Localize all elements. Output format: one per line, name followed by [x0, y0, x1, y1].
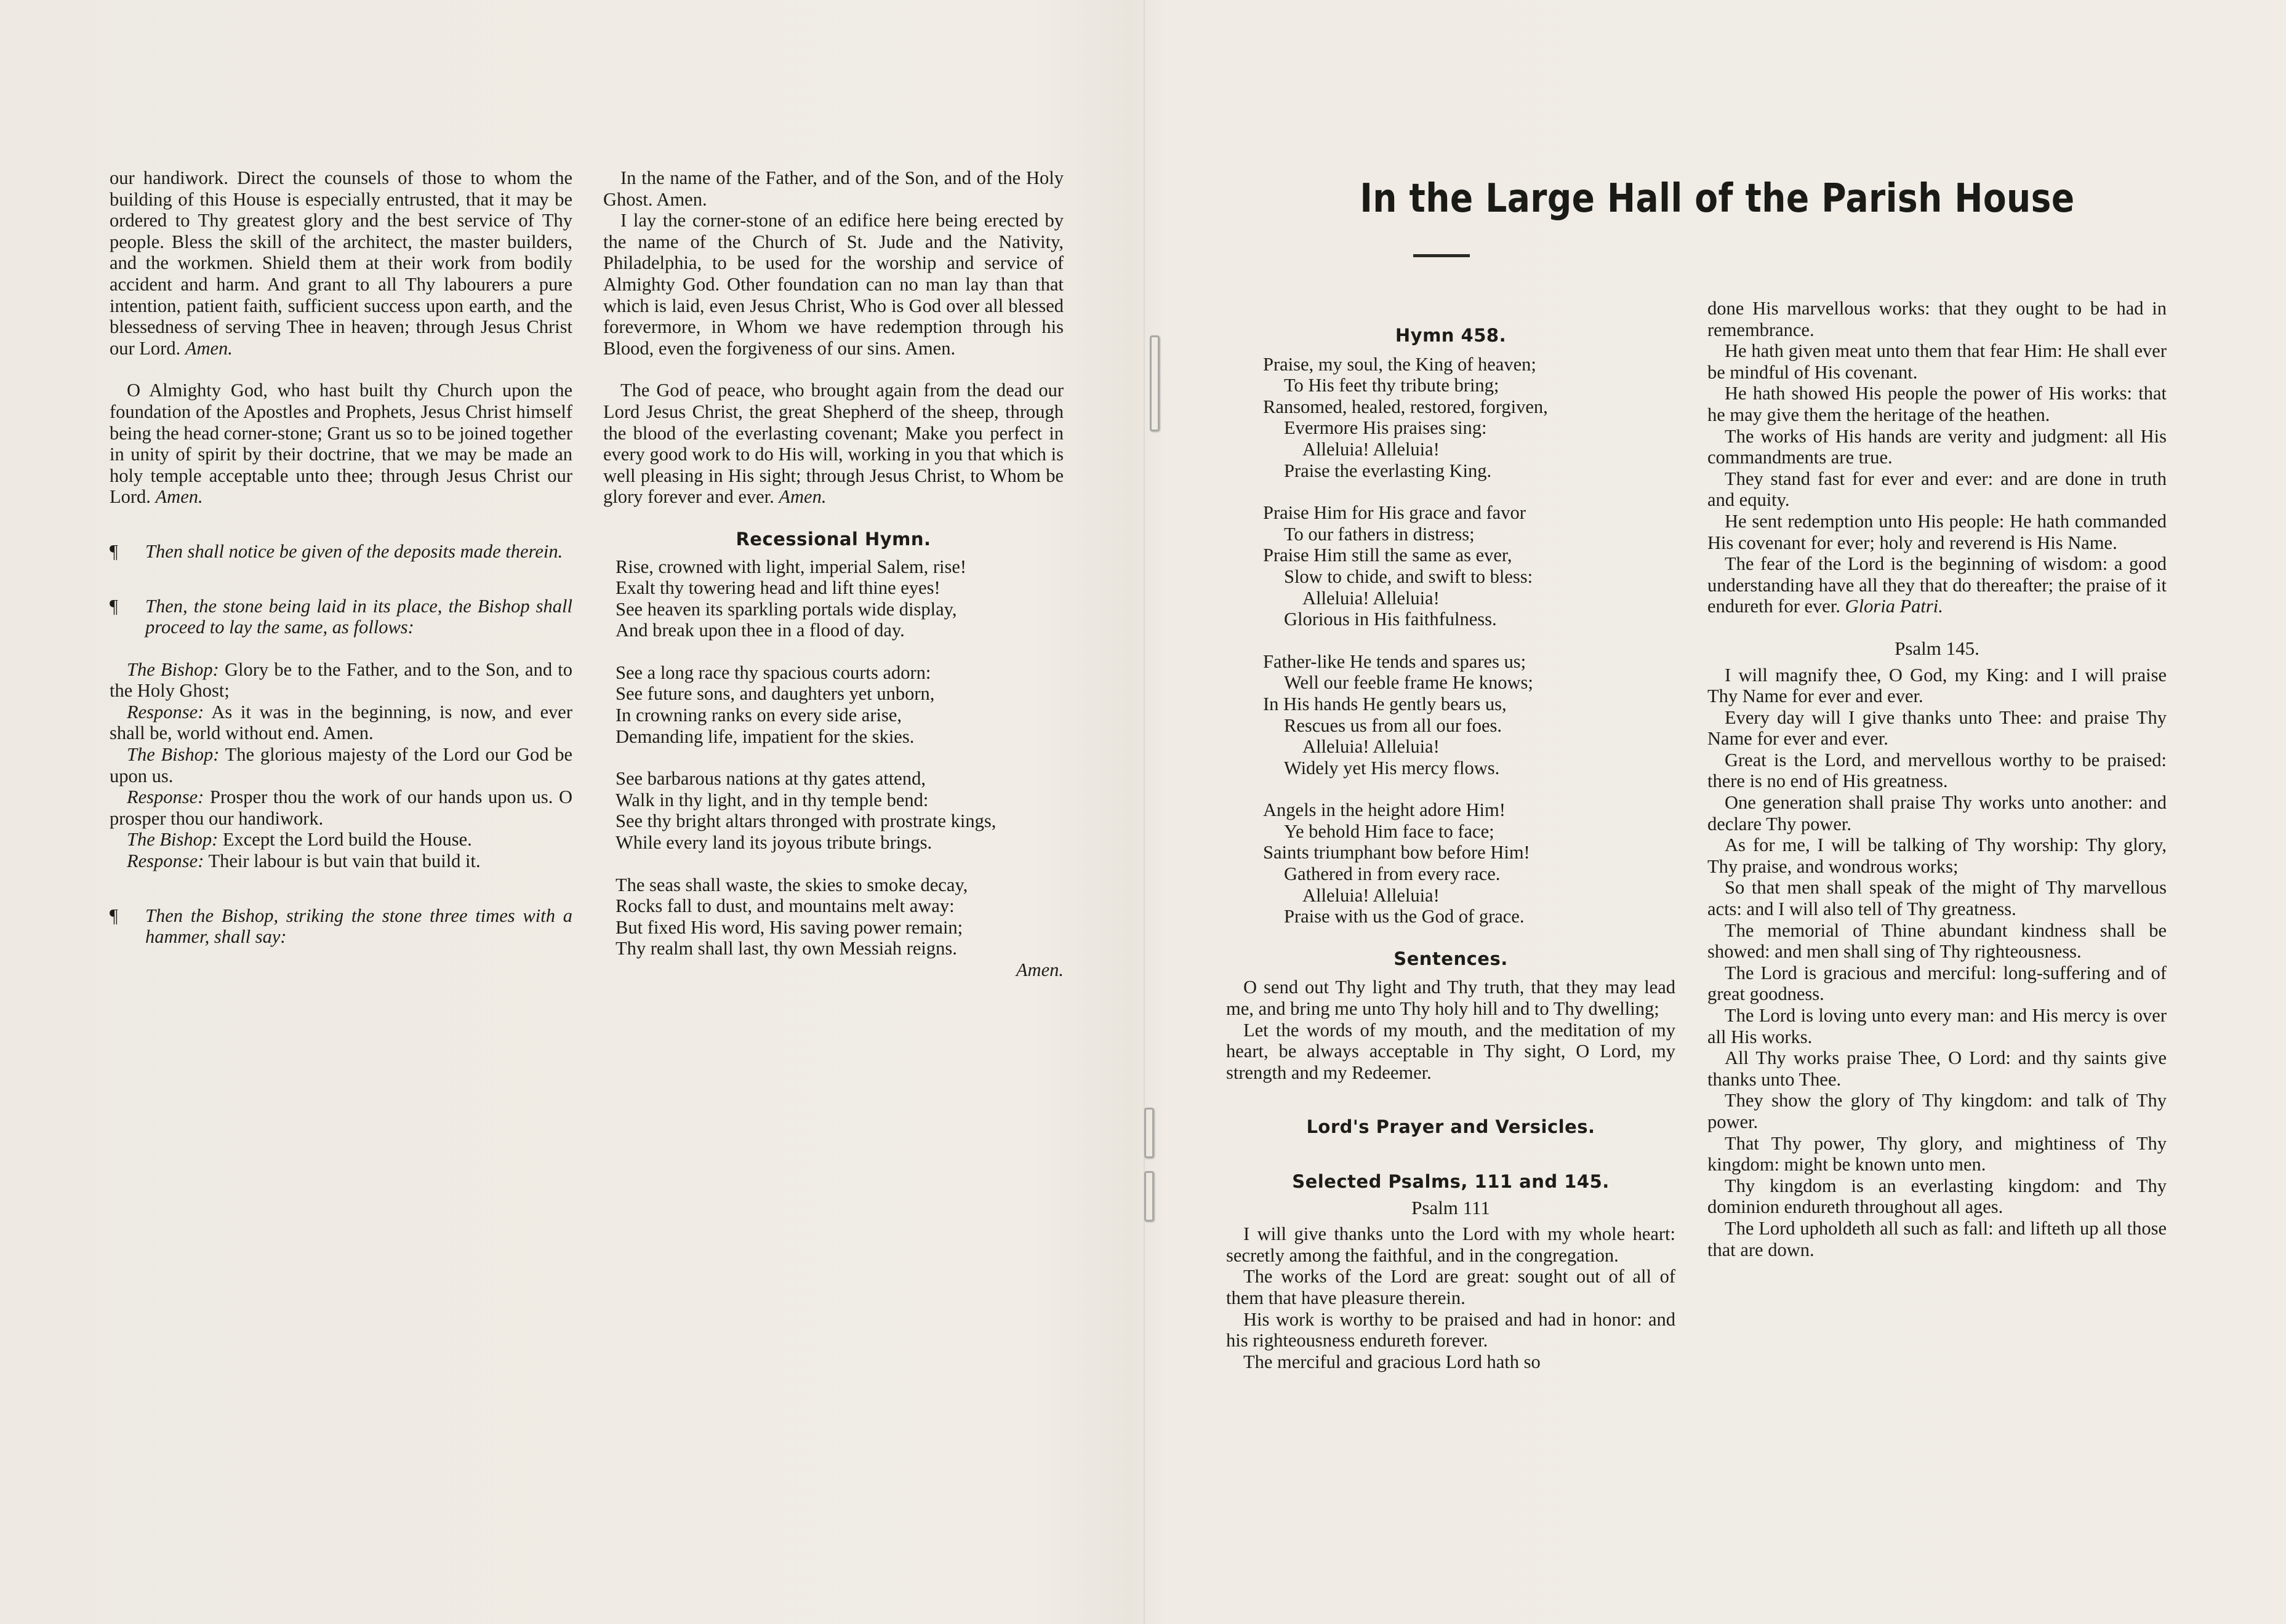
pilcrow-icon: ¶: [110, 595, 118, 617]
stanza-gap: [1263, 630, 1675, 651]
psalm-verse: Thy kingdom is an everlasting kingdom: and Thy dominion endureth throughout all ages.: [1707, 1175, 2167, 1218]
hymn-stanza: [1263, 354, 1675, 482]
hymn-line: See a long race thy spacious courts adorn:: [616, 662, 931, 683]
hymn-line: Father-like He tends and spares us;: [1263, 650, 1526, 672]
hymn-line: See thy bright altars thronged with prostrate kings,: [616, 810, 997, 832]
psalm-verse: He hath given meat unto them that fear Him: He shall ever be mindful of His covenant.: [1707, 340, 2167, 383]
psalm-verse: They stand fast for ever and ever: and are done in truth and equity.: [1707, 468, 2167, 511]
hymn-line: In His hands He gently bears us,: [1263, 693, 1507, 714]
hymn-458-heading: Hymn 458.: [1395, 325, 1507, 346]
page-title: In the Large Hall of the Parish House: [1360, 176, 2075, 222]
hymn-line: Praise the everlasting King.: [1284, 460, 1492, 481]
sentence-1: O send out Thy light and Thy truth, that they may lead me, and bring me unto Thy holy hill and to Thy dwelling;: [1226, 977, 1675, 1020]
hymn-line: While every land its joyous tribute brings.: [616, 832, 932, 854]
hymn-stanza: [1263, 799, 1675, 927]
amen-1: Amen.: [185, 337, 233, 359]
psalm-verse: That Thy power, Thy glory, and mightiness of Thy kingdom: might be known unto men.: [1707, 1132, 2167, 1175]
psalm-verse: His work is worthy to be praised and had in honor: and his righteousness endureth forever.: [1226, 1308, 1675, 1351]
hymn-line: Walk in thy light, and in thy temple bend:: [616, 789, 929, 810]
psalm-verse: The fear of the Lord is the beginning of wisdom: a good understanding have all they that do thereafter; the praise of it endureth for ever. Gloria Patri.: [1707, 553, 2167, 617]
laying-declaration: I lay the corner-stone of an edifice here being erected by the name of the Church of St. Jude and the Nativity, Philadelphia, to be used for the worship and service of Almighty God. Other foundation can no man lay than that which is laid, even Jesus Christ, Who is God over all blessed forevermore, in Whom we have redemption through his Blood, even the forgiveness of our sins. Amen.: [603, 210, 1064, 359]
hymn-line: See future sons, and daughters yet unborn,: [616, 683, 935, 705]
stanza-gap: [603, 747, 1064, 768]
psalm-verse: So that men shall speak of the might of Thy marvellous acts: and I will also tell of Thy greatness.: [1707, 877, 2167, 920]
left-page-column-2: [603, 167, 1064, 981]
psalm-verse: They show the glory of Thy kingdom: and talk of Thy power.: [1707, 1090, 2167, 1132]
psalm-verse: The Lord upholdeth all such as fall: and lifteth up all those that are down.: [1707, 1217, 2167, 1260]
invocation: In the name of the Father, and of the Son, and of the Holy Ghost. Amen.: [603, 167, 1064, 210]
amen-2: Amen.: [155, 486, 203, 508]
staple-top: [1150, 335, 1160, 431]
hymn-stanza: [603, 556, 1064, 641]
psalm-verse: The Lord is loving unto every man: and His mercy is over all His works.: [1707, 1005, 2167, 1047]
recessional-hymn: [603, 556, 1064, 960]
psalm-111-verses: [1226, 1223, 1675, 1372]
hymn-line: Rocks fall to dust, and mountains melt away:: [616, 895, 955, 917]
gloria-patri-text: Gloria Patri.: [1845, 596, 1943, 617]
rubric-stone-laid: ¶ Then, the stone being laid in its place, the Bishop shall proceed to lay the same, as follows:: [110, 595, 572, 638]
hymn-line: To His feet thy tribute bring;: [1284, 375, 1499, 396]
psalm-111-continued: done His marvellous works: that they ought to be had in remembrance.: [1707, 298, 2167, 340]
psalm-111-continued-verses: [1707, 340, 2167, 617]
response-1: Response: As it was in the beginning, is now, and ever shall be, world without end. Amen.: [110, 701, 572, 744]
psalm-verse: The memorial of Thine abundant kindness shall be showed: and men shall sing of Thy righteousness.: [1707, 919, 2167, 962]
pilcrow-icon: ¶: [110, 540, 118, 562]
psalm-verse: The Lord is gracious and merciful: long-suffering and of great goodness.: [1707, 962, 2167, 1005]
hymn-line: Alleluia! Alleluia!: [1302, 884, 1440, 906]
right-page-column-2: [1707, 298, 2167, 1260]
hymn-stanza: [603, 768, 1064, 853]
hymn-stanza: [1263, 502, 1675, 630]
hymn-line: Ye behold Him face to face;: [1284, 820, 1494, 842]
staple-bottom-upper: [1144, 1108, 1154, 1158]
amen-3: Amen.: [779, 486, 827, 508]
left-page-column-1: [110, 167, 572, 948]
hymn-line: Exalt thy towering head and lift thine eyes!: [616, 577, 940, 599]
final-amen: Amen.: [1016, 959, 1064, 980]
hymn-line: And break upon thee in a flood of day.: [616, 620, 905, 641]
hymn-line: See heaven its sparkling portals wide display,: [616, 598, 957, 620]
versicle-2: The Bishop: The glorious majesty of the Lord our God be upon us.: [110, 744, 572, 786]
psalm-verse: All Thy works praise Thee, O Lord: and thy saints give thanks unto Thee.: [1707, 1047, 2167, 1090]
right-page-column-1: [1226, 325, 1675, 1372]
psalm-verse: The works of the Lord are great: sought out of all of them that have pleasure therein.: [1226, 1266, 1675, 1308]
stanza-gap: [603, 854, 1064, 874]
hymn-line: Thy realm shall last, thy own Messiah reigns.: [616, 938, 957, 959]
hymn-line: The seas shall waste, the skies to smoke decay,: [616, 874, 968, 895]
pilcrow-icon: ¶: [110, 905, 118, 926]
hymn-line: To our fathers in distress;: [1284, 523, 1475, 545]
title-rule: [1413, 254, 1470, 257]
psalm-verse: Every day will I give thanks unto Thee: and praise Thy Name for ever and ever.: [1707, 706, 2167, 750]
hymn-line: Rescues us from all our foes.: [1284, 714, 1502, 736]
hymn-line: Glorious in His faithfulness.: [1284, 609, 1497, 630]
hymn-stanza: [603, 874, 1064, 959]
psalm-verse: He sent redemption unto His people: He hath commanded His covenant for ever; holy and reverend is His Name.: [1707, 510, 2167, 553]
hymn-line: See barbarous nations at thy gates attend,: [616, 768, 926, 790]
hymn-line: But fixed His word, His saving power remain;: [616, 916, 963, 938]
hymn-line: Evermore His praises sing:: [1284, 417, 1487, 439]
prayer-paragraph-2: O Almighty God, who hast built thy Church upon the foundation of the Apostles and Prophets, Jesus Christ himself being the head corner-stone; Grant us so to be joined together in unity of spirit by their doctrine, that we may be made an holy temple acceptable unto thee; through Jesus Christ our Lord. Amen.: [110, 380, 572, 508]
psalm-verse: The merciful and gracious Lord hath so: [1243, 1351, 1541, 1372]
psalm-145-heading: Psalm 145.: [1895, 637, 1979, 659]
response-2: Response: Prosper thou the work of our hands upon us. O prosper thou our handiwork.: [110, 786, 573, 829]
hymn-line: Alleluia! Alleluia!: [1302, 438, 1440, 460]
psalm-111-heading: Psalm 111: [1411, 1196, 1490, 1218]
psalm-145-verses: [1707, 665, 2167, 1261]
sentence-2: Let the words of my mouth, and the meditation of my heart, be always acceptable in Thy sight, O Lord, my strength and my Redeemer.: [1226, 1019, 1675, 1083]
hymn-stanza: [1263, 651, 1675, 779]
psalm-verse: Great is the Lord, and mervellous worthy to be praised: there is no end of His greatness.: [1707, 749, 2167, 792]
hymn-line: Slow to chide, and swift to bless:: [1284, 566, 1533, 587]
psalm-verse: One generation shall praise Thy works unto another: and declare Thy power.: [1707, 792, 2167, 834]
psalm-verse: As for me, I will be talking of Thy worship: Thy glory, Thy praise, and wondrous works;: [1707, 834, 2167, 877]
benediction: The God of peace, who brought again from the dead our Lord Jesus Christ, the great Shepherd of the sheep, through the blood of the everlasting covenant; Make you perfect in every good work to do His will, working in you that which is well pleasing in His sight; through Jesus Christ, to Whom be glory forever and ever. Amen.: [603, 380, 1064, 508]
psalm-verse: He hath showed His people the power of His works: that he may give them the heritage of the heathen.: [1707, 383, 2167, 425]
hymn-line: Angels in the height adore Him!: [1263, 799, 1506, 821]
hymn-stanza: [603, 662, 1064, 747]
hymn-line: Praise with us the God of grace.: [1284, 906, 1525, 927]
selected-psalms-heading: Selected Psalms, 111 and 145.: [1292, 1171, 1610, 1192]
staple-bottom-lower: [1144, 1171, 1154, 1222]
hymn-line: Rise, crowned with light, imperial Salem, rise!: [616, 556, 967, 577]
hymn-line: Praise Him for His grace and favor: [1263, 502, 1526, 524]
hymn-line: Widely yet His mercy flows.: [1284, 757, 1500, 778]
versicle-1: The Bishop: Glory be to the Father, and to the Son, and to the Holy Ghost;: [110, 658, 572, 702]
psalm-verse: I will give thanks unto the Lord with my whole heart: secretly among the faithful, and in the congregation.: [1226, 1223, 1675, 1266]
hymn-line: In crowning ranks on every side arise,: [616, 705, 902, 726]
hymn-458: [1226, 354, 1675, 948]
center-fold: [1144, 0, 1145, 1624]
hymn-line: Well our feeble frame He knows;: [1284, 672, 1533, 694]
lords-prayer-heading: Lord's Prayer and Versicles.: [1306, 1116, 1595, 1138]
prayer-paragraph-1: our handiwork. Direct the counsels of those to whom the building of this House is especially entrusted, that it may be ordered to Thy greatest glory and the best service of Thy people. Bless the skill of the architect, the master builders, and the workmen. Shield them at their work from bodily accident and harm. And grant to all Thy labourers a pure intention, patient faith, sufficient success upon earth, and the blessedness of serving Thee in heaven; through Jesus Christ our Lord. Amen.: [110, 167, 572, 359]
hymn-line: Demanding life, impatient for the skies.: [616, 726, 915, 747]
stanza-gap: [603, 641, 1064, 662]
rubric-deposits: ¶ Then shall notice be given of the deposits made therein.: [110, 540, 563, 562]
versicle-3: The Bishop: Except the Lord build the House.: [127, 829, 472, 850]
hymn-line: Praise Him still the same as ever,: [1263, 545, 1512, 566]
psalm-verse: The works of His hands are verity and judgment: all His commandments are true.: [1707, 425, 2167, 468]
rubric-hammer: ¶ Then the Bishop, striking the stone three times with a hammer, shall say:: [110, 905, 572, 948]
sentences-heading: Sentences.: [1394, 948, 1508, 969]
hymn-line: Alleluia! Alleluia!: [1302, 736, 1440, 758]
hymn-line: Gathered in from every race.: [1284, 863, 1501, 885]
hymn-line: Praise, my soul, the King of heaven;: [1263, 353, 1536, 375]
stanza-gap: [1263, 927, 1675, 948]
hymn-line: Saints triumphant bow before Him!: [1263, 842, 1530, 863]
recessional-hymn-heading: Recessional Hymn.: [736, 528, 931, 550]
hymn-line: Alleluia! Alleluia!: [1302, 587, 1440, 609]
response-3: Response: Their labour is but vain that build it.: [127, 850, 481, 872]
stanza-gap: [1263, 481, 1675, 502]
hymn-line: Ransomed, healed, restored, forgiven,: [1263, 396, 1548, 417]
psalm-verse: I will magnify thee, O God, my King: and I will praise Thy Name for ever and ever.: [1707, 664, 2167, 707]
stanza-gap: [1263, 778, 1675, 799]
